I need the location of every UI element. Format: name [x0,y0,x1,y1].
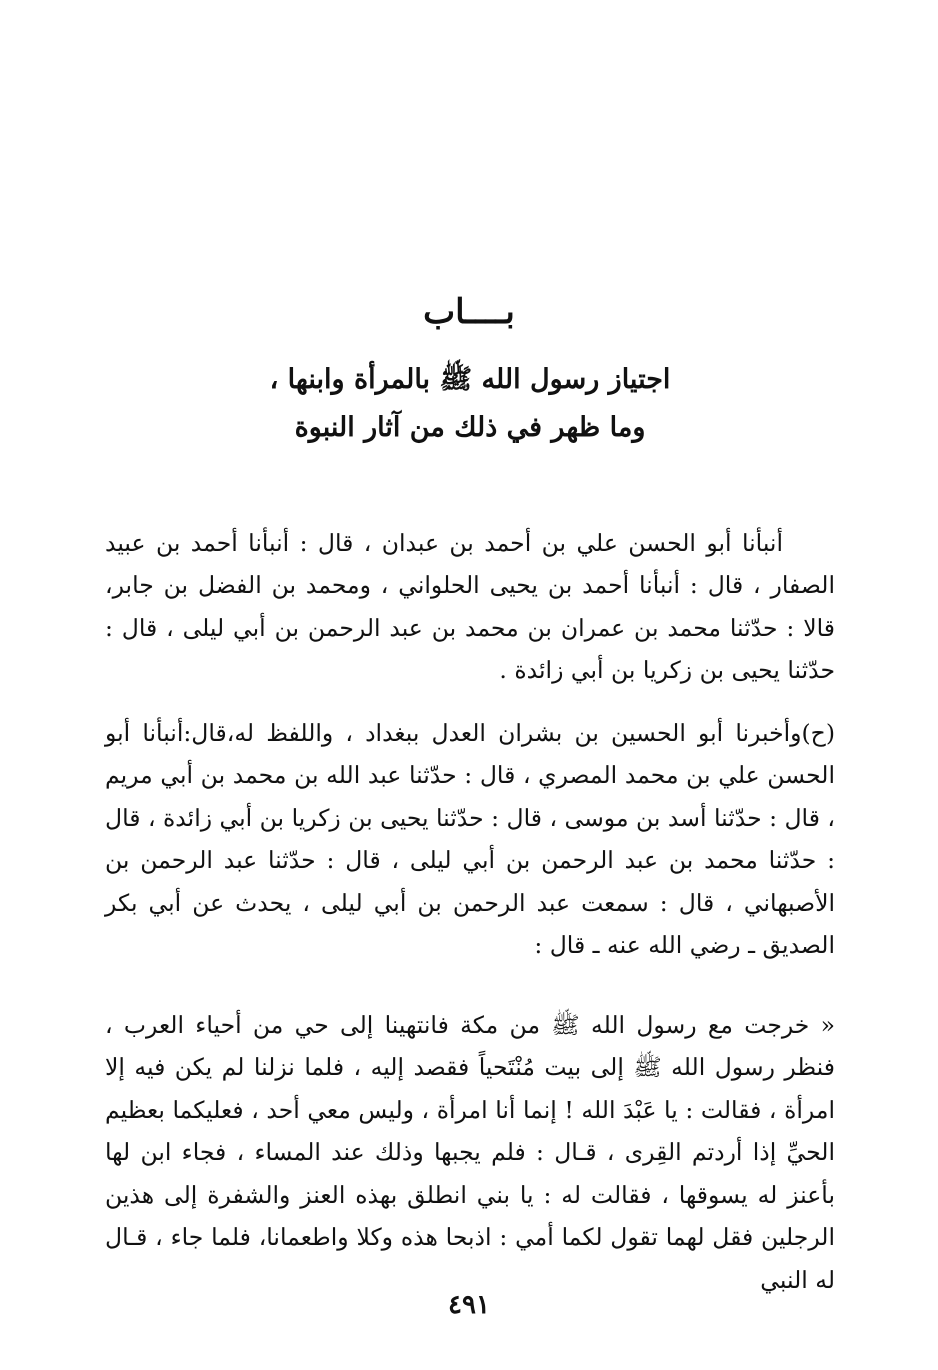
page-number: ٤٩١ [448,1290,490,1320]
chapter-label: بــــاب [423,292,515,332]
title-line-1: اجتياز رسول الله ﷺ بالمرأة وابنها ، [269,364,671,395]
paragraph-isnad-1: أنبأنا أبو الحسن علي بن أحمد بن عبدان ، قال : أنبأنا أحمد بن عبيد الصفار ، قال : أنبأنا أحمد بن يحيى الحلواني ، ومحمد بن الفضل بن جابر، قالا : حدّثنا محمد بن عمران بن محمد بن عبد الرحمن بن أبي ليلى ، قال : حدّثنا يحيى بن زكريا بن أبي زائدة . [105,528,835,684]
title-line-2: وما ظهر في ذلك من آثار النبوة [294,412,646,443]
paragraph-isnad-2: (ح)وأخبرنا أبو الحسين بن بشران العدل ببغداد ، واللفظ له،قال:أنبأنا أبو الحسن علي بن محمد المصري ، قال : حدّثنا عبد الله بن محمد بن أبي مريم ، قال : حدّثنا أسد بن موسى ، قال : حدّثنا يحيى بن زكريا بن أبي زائدة ، قال : حدّثنا محمد بن عبد الرحمن بن أبي ليلى ، قال : حدّثنا عبد الرحمن بن الأصبهاني ، قال : سمعت عبد الرحمن بن أبي ليلى ، يحدث عن أبي بكر الصديق ـ رضي الله عنه ـ قال : [105,718,835,959]
paragraph-narration: « خرجت مع رسول الله ﷺ من مكة فانتهينا إلى حي من أحياء العرب ، فنظر رسول الله ﷺ إلى بيت مُنْتَحياً فقصد إليه ، فلما نزلنا لم يكن فيه إلا امرأة ، فقالت : يا عَبْدَ الله ! إنما أنا امرأة ، وليس معي أحد ، فعليكما بعظيم الحيِّ إذا أردتم القِرى ، قـال : فلم يجبها وذلك عند المساء ، فجاء ابن لها بأعنز له يسوقها ، فقالت له : يا بني انطلق بهذه العنز والشفرة إلى هذين الرجلين فقل لهما تقول لكما أمي : اذبحا هذه وكلا واطعمانا، فلما جاء ، قـال له النبي [105,1010,835,1294]
